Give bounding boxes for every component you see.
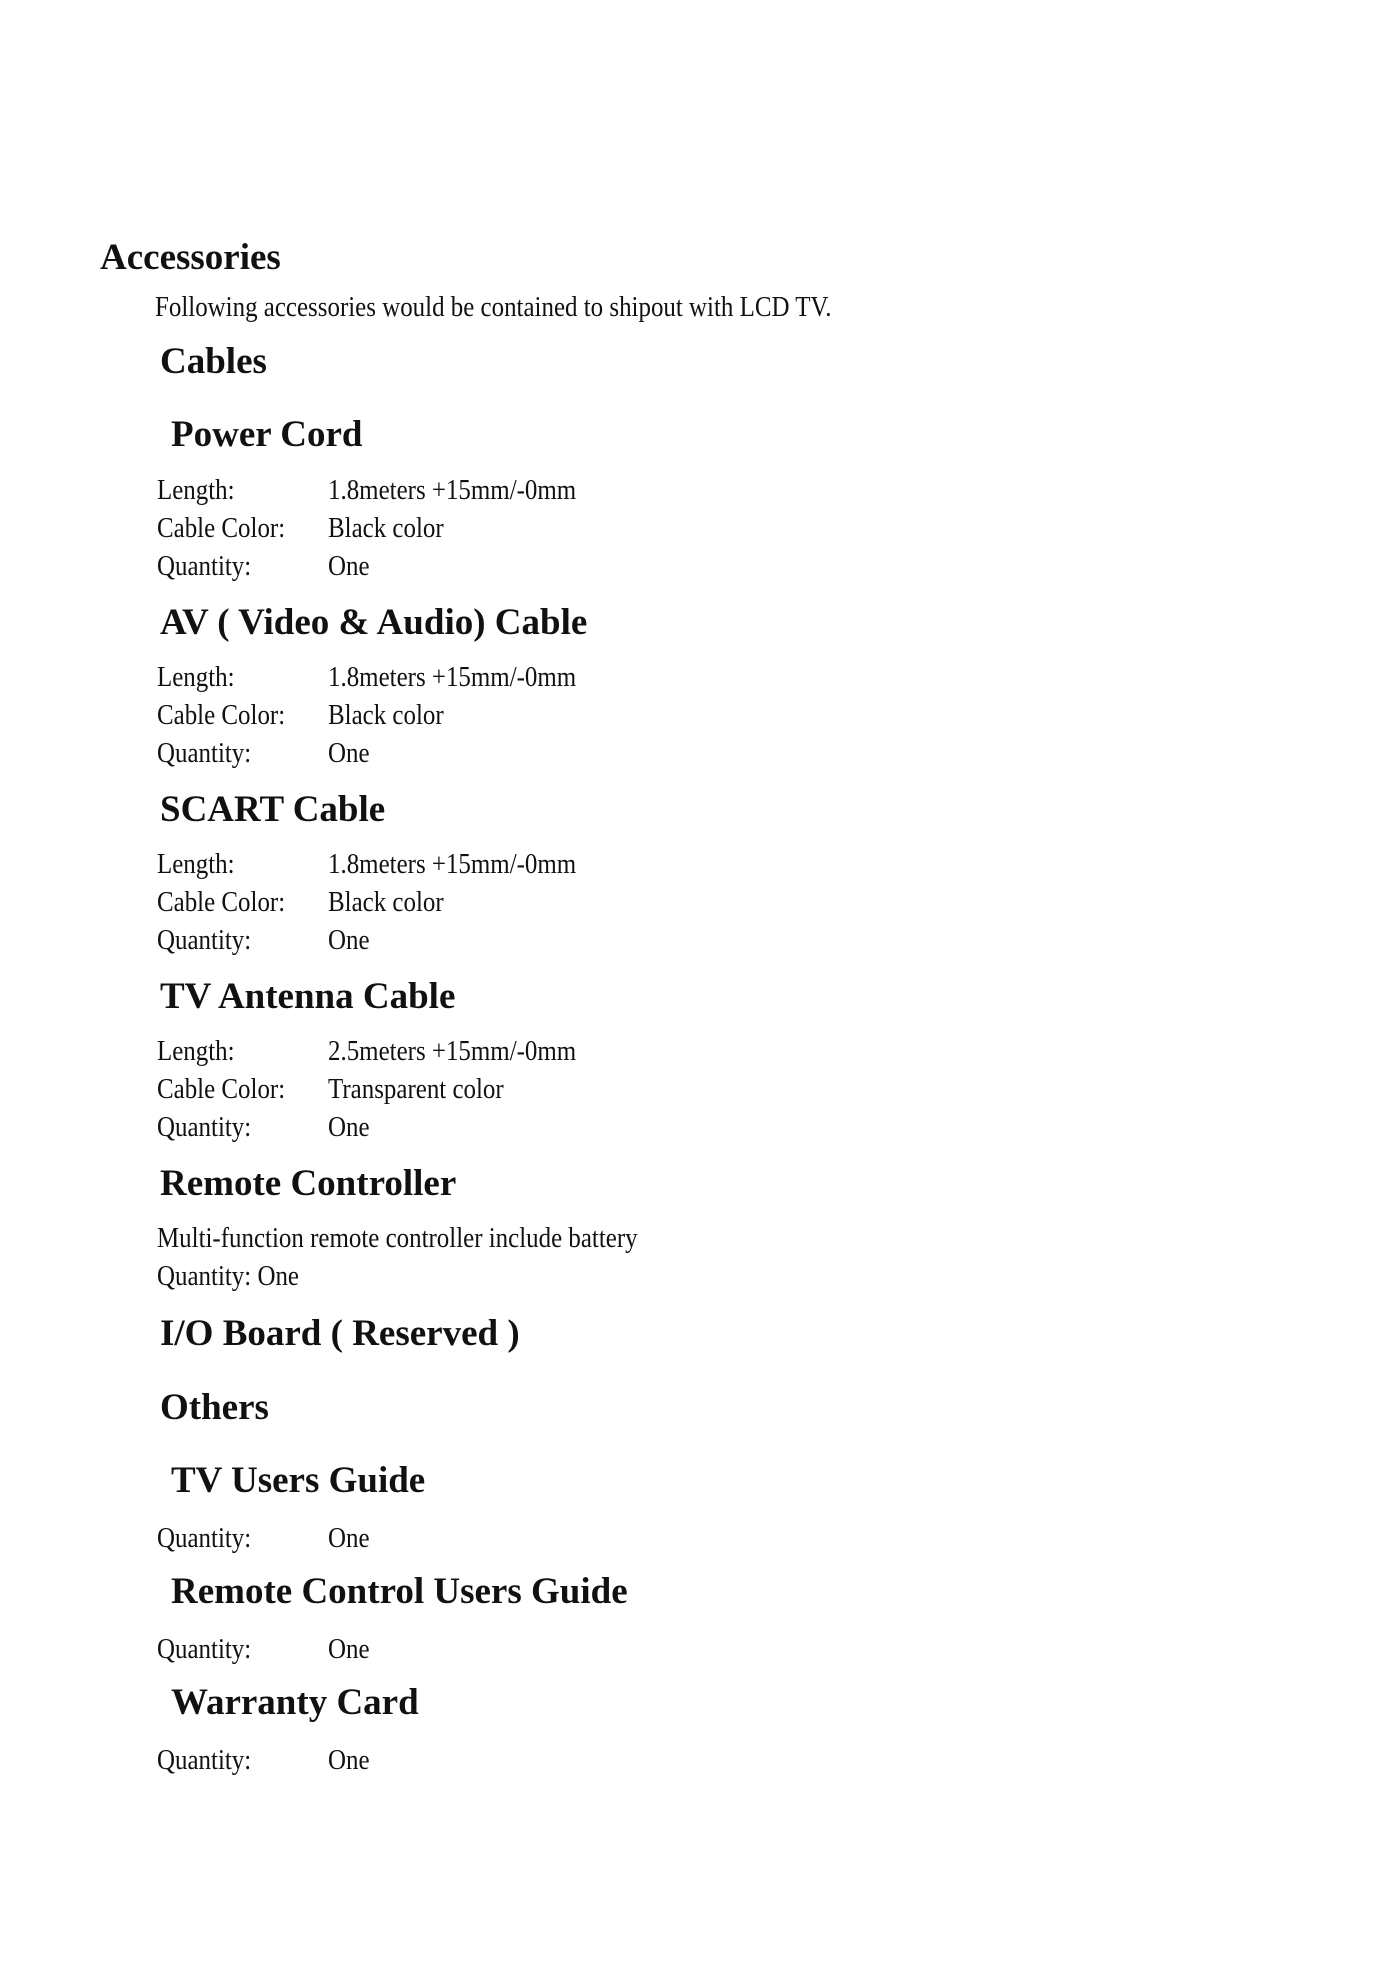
scart-cable-quantity-value: One	[328, 924, 370, 956]
others-heading: Others	[160, 1387, 269, 1428]
av-cable-heading: AV ( Video & Audio) Cable	[160, 602, 588, 643]
tv-antenna-color-label: Cable Color:	[157, 1073, 286, 1105]
av-cable-color-label: Cable Color:	[157, 699, 286, 731]
tv-antenna-color-value: Transparent color	[328, 1073, 504, 1105]
tv-users-guide-quantity-value: One	[328, 1522, 370, 1554]
power-cord-length-label: Length:	[157, 474, 235, 506]
tv-antenna-length-label: Length:	[157, 1035, 235, 1067]
av-cable-length-value: 1.8meters +15mm/-0mm	[328, 661, 577, 693]
power-cord-quantity-value: One	[328, 550, 370, 582]
av-cable-quantity-label: Quantity:	[157, 737, 252, 769]
tv-antenna-quantity-label: Quantity:	[157, 1111, 252, 1143]
remote-controller-description: Multi-function remote controller include battery	[157, 1222, 638, 1254]
scart-cable-length-label: Length:	[157, 848, 235, 880]
warranty-card-heading: Warranty Card	[171, 1682, 419, 1723]
warranty-card-quantity-value: One	[328, 1744, 370, 1776]
av-cable-color-value: Black color	[328, 699, 444, 731]
av-cable-quantity-value: One	[328, 737, 370, 769]
scart-cable-color-value: Black color	[328, 886, 444, 918]
scart-cable-length-value: 1.8meters +15mm/-0mm	[328, 848, 577, 880]
power-cord-heading: Power Cord	[171, 414, 363, 455]
av-cable-length-label: Length:	[157, 661, 235, 693]
power-cord-quantity-label: Quantity:	[157, 550, 252, 582]
cables-heading: Cables	[160, 341, 267, 382]
scart-cable-color-label: Cable Color:	[157, 886, 286, 918]
remote-controller-heading: Remote Controller	[160, 1163, 457, 1204]
tv-antenna-quantity-value: One	[328, 1111, 370, 1143]
remote-control-users-guide-quantity-label: Quantity:	[157, 1633, 252, 1665]
power-cord-color-value: Black color	[328, 512, 444, 544]
warranty-card-quantity-label: Quantity:	[157, 1744, 252, 1776]
scart-cable-quantity-label: Quantity:	[157, 924, 252, 956]
power-cord-length-value: 1.8meters +15mm/-0mm	[328, 474, 577, 506]
intro-text: Following accessories would be contained to shipout with LCD TV.	[155, 291, 832, 323]
tv-antenna-cable-heading: TV Antenna Cable	[160, 976, 456, 1017]
power-cord-color-label: Cable Color:	[157, 512, 286, 544]
tv-users-guide-heading: TV Users Guide	[171, 1460, 426, 1501]
page-title: Accessories	[100, 237, 281, 278]
io-board-heading: I/O Board ( Reserved )	[160, 1313, 520, 1354]
scart-cable-heading: SCART Cable	[160, 789, 386, 830]
remote-control-users-guide-quantity-value: One	[328, 1633, 370, 1665]
tv-antenna-length-value: 2.5meters +15mm/-0mm	[328, 1035, 577, 1067]
remote-controller-quantity: Quantity: One	[157, 1260, 299, 1292]
remote-control-users-guide-heading: Remote Control Users Guide	[171, 1571, 628, 1612]
tv-users-guide-quantity-label: Quantity:	[157, 1522, 252, 1554]
